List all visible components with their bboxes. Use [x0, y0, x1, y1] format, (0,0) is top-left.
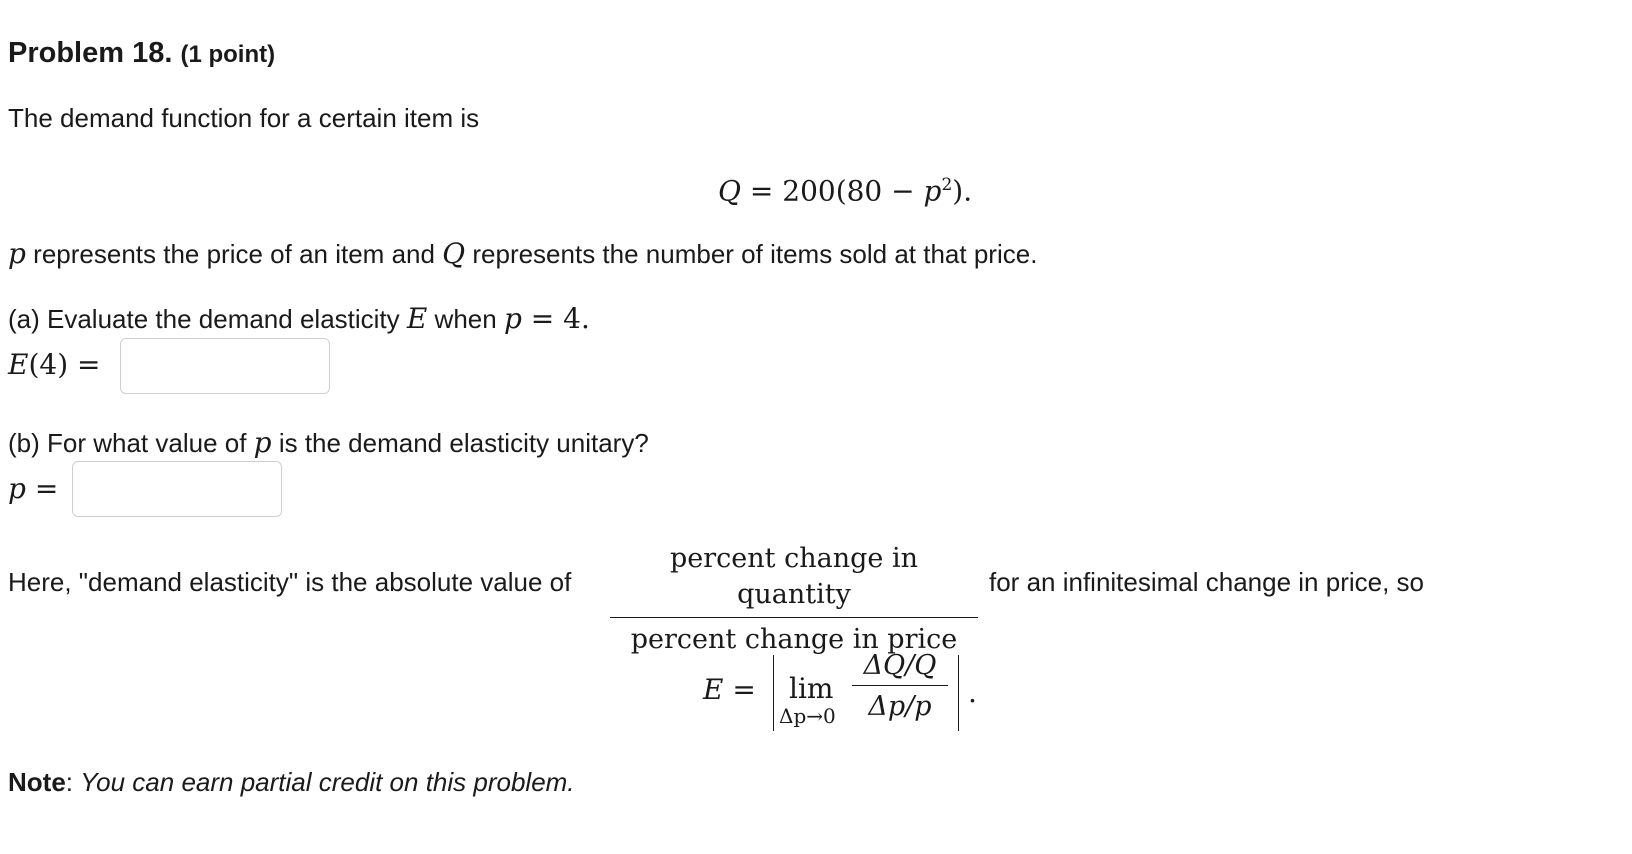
formula-period: .: [968, 676, 977, 709]
part-b-answer-input[interactable]: [73, 462, 281, 516]
part-a-e: E: [406, 302, 428, 335]
eq-var: p: [923, 174, 942, 208]
elasticity-fraction-numerator: percent change in quantity: [670, 543, 918, 610]
abs-bar-right: [958, 655, 959, 731]
eq-exp: 2: [941, 175, 953, 195]
formula-fraction: [852, 648, 948, 725]
formula-numerator: ΔQ/Q: [863, 650, 937, 681]
definition-line: [8, 237, 1037, 271]
part-b-post: is the demand elasticity unitary?: [271, 428, 649, 458]
note: [8, 766, 575, 798]
part-a-answer-box: [120, 338, 330, 394]
explanation-post: for an infinitesimal change in price, so: [989, 567, 1425, 597]
problem-number: Problem 18.: [8, 37, 173, 69]
formula-eq: =: [732, 673, 756, 706]
intro-text: The demand function for a certain item is: [8, 103, 480, 133]
part-a-prompt: [8, 302, 590, 336]
eq-rhs-pre: 200(80 −: [782, 174, 924, 208]
def-q: Q: [442, 237, 466, 270]
formula-lhs: [703, 673, 756, 707]
part-a-answer-input[interactable]: [121, 339, 329, 393]
eq-sign: =: [749, 174, 774, 208]
part-a-pre: (a) Evaluate the demand elasticity: [8, 304, 407, 334]
elasticity-fraction-denominator: percent change in price: [630, 624, 958, 655]
abs-bar-left: [773, 655, 774, 731]
explanation-pre: Here, "demand elasticity" is the absolute value of: [8, 567, 572, 597]
eq-lhs: Q: [718, 174, 741, 208]
formula-denominator: Δp/p: [868, 691, 932, 722]
note-colon: :: [65, 767, 74, 797]
def-part2: represents the number of items sold at that price.: [465, 239, 1038, 269]
note-label: Note: [8, 767, 66, 797]
def-p: p: [8, 237, 26, 270]
part-b-prompt: [8, 426, 649, 460]
demand-equation: [718, 168, 972, 208]
part-a-label: [8, 348, 100, 382]
part-b-label: [8, 472, 58, 506]
formula-lim-subscript: Δp→0: [779, 704, 836, 728]
part-b-answer-box: [72, 461, 282, 517]
part-a-mid: when: [427, 304, 504, 334]
formula-e: E: [703, 673, 724, 706]
part-a-p: p: [503, 302, 522, 335]
problem-title: [8, 35, 275, 73]
formula-fraction-bar: [852, 685, 948, 686]
part-b-pre: (b) For what value of: [8, 428, 254, 458]
elasticity-fraction: [610, 541, 978, 658]
elasticity-fraction-bar: [610, 617, 978, 618]
part-b-p: p: [253, 426, 272, 459]
def-part1: represents the price of an item and: [25, 239, 443, 269]
part-b-label-eq: =: [25, 472, 59, 505]
formula-lim: lim: [789, 672, 834, 705]
problem-points: (1 point): [180, 41, 276, 68]
part-a-label-e: E: [8, 348, 29, 381]
part-b-label-p: p: [8, 472, 26, 505]
note-text: You can earn partial credit on this problem.: [80, 767, 575, 797]
part-a-post: = 4.: [521, 302, 590, 335]
eq-rhs-post: ).: [952, 174, 973, 208]
part-a-label-rest: (4) =: [28, 348, 101, 381]
